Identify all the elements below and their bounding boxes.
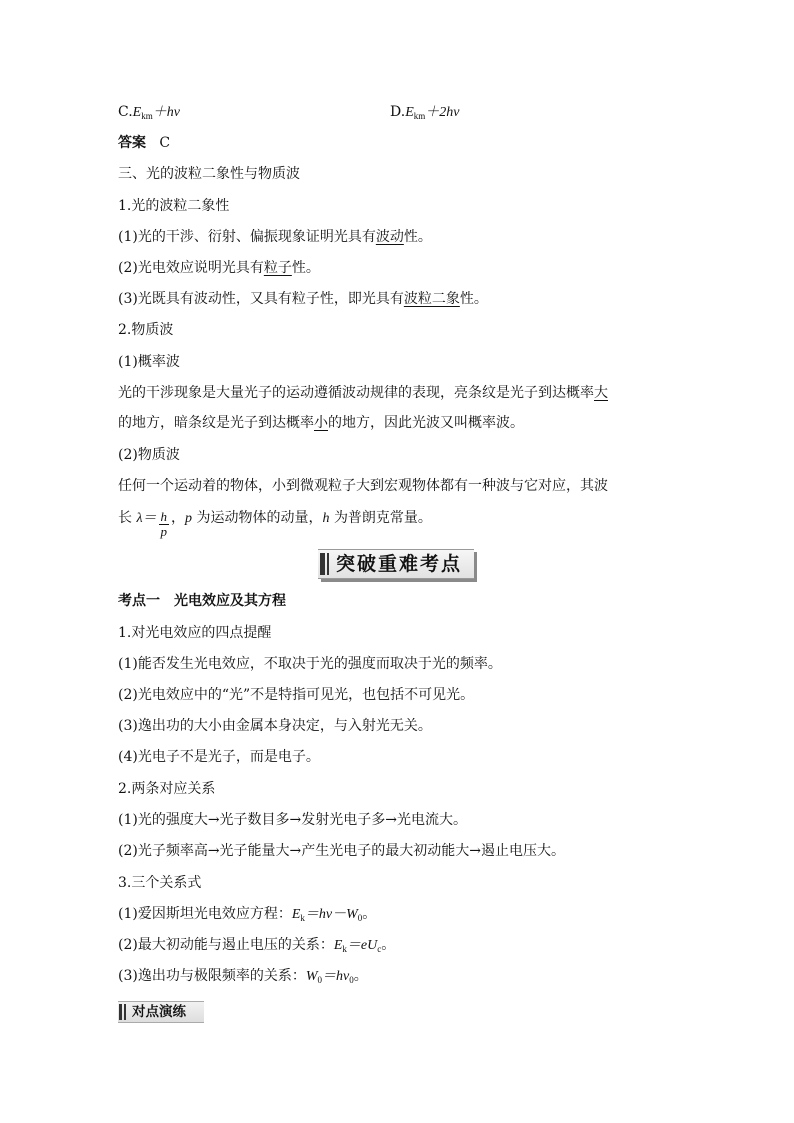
topic1-heading-2: 2.两条对应关系 [118, 781, 216, 797]
h-over-p-fraction: $\frac{h}{p}$ [160, 509, 168, 539]
formula-stopping-voltage: (2)最大初动能与遏止电压的关系：$E_k=eU_c$。 [118, 937, 396, 954]
option-d-label: D. [390, 104, 406, 120]
topic1-relation-2: (2)光子频率高→光子能量大→产生光电子的最大初动能大→遏止电压大。 [118, 843, 566, 859]
blank-answer: 波粒二象 [403, 291, 460, 307]
practice-bar-icon [119, 1004, 122, 1020]
blank-answer: 粒子 [263, 260, 292, 276]
blank-answer: 小 [314, 415, 328, 431]
topic1-note-1: (1)能否发生光电效应，不取决于光的强度而取决于光的频率。 [118, 656, 502, 672]
section3-title: 三、光的波粒二象性与物质波 [118, 166, 300, 182]
option-d: $D.E_{km}+2h\nu$ [390, 104, 460, 121]
option-c-label: C. [118, 104, 133, 120]
blank-answer: 波动 [375, 229, 404, 245]
banner-bar-icon [327, 553, 329, 575]
section3-heading-1: 1.光的波粒二象性 [118, 198, 230, 214]
section-banner [318, 549, 474, 579]
practice-banner [118, 1001, 204, 1023]
topic1-title: 考点一 光电效应及其方程 [118, 593, 286, 609]
option-c: $C.E_{km}+h\nu$ [118, 104, 180, 121]
matter-wave-text-1: 任何一个运动着的物体，小到微观粒子大到宏观物体都有一种波与它对应，其波 [118, 478, 608, 494]
subheading-matter-wave: (2)物质波 [118, 447, 180, 463]
blank-answer: 大 [594, 385, 608, 401]
practice-title: 对点演练 [132, 1004, 186, 1020]
probability-wave-text-1: 光的干涉现象是大量光子的运动遵循波动规律的表现，亮条纹是光子到达概率大 [118, 385, 608, 401]
formula-einstein: (1)爱因斯坦光电效应方程：$E_k=h\nu-W_0$。 [118, 906, 377, 923]
practice-bar-icon [124, 1004, 126, 1020]
section3-point-3: (3)光既具有波动性，又具有粒子性，即光具有波粒二象性。 [118, 291, 488, 307]
topic1-note-4: (4)光电子不是光子，而是电子。 [118, 749, 320, 765]
answer-value: C [159, 135, 171, 151]
formula-work-function: (3)逸出功与极限频率的关系：$W_0=h\nu_0$。 [118, 968, 368, 985]
lambda-symbol: λ＝ [136, 511, 157, 526]
topic1-note-3: (3)逸出功的大小由金属本身决定，与入射光无关。 [118, 718, 432, 734]
section3-point-1: (1)光的干涉、衍射、偏振现象证明光具有波动性。 [118, 229, 432, 245]
section3-point-2: (2)光电效应说明光具有粒子性。 [118, 260, 320, 276]
banner-bar-icon [320, 553, 325, 575]
answer-label: 答案 [118, 135, 146, 151]
matter-wave-text-2: 长 λ＝ $\frac{h}{p}$ ，p 为运动物体的动量，h 为普朗克常量。 [118, 509, 432, 539]
answer-line [118, 133, 170, 153]
subheading-probability-wave: (1)概率波 [118, 354, 180, 370]
topic1-relation-1: (1)光的强度大→光子数目多→发射光电子多→光电流大。 [118, 812, 468, 828]
probability-wave-text-2: 的地方，暗条纹是光子到达概率小的地方，因此光波又叫概率波。 [118, 415, 524, 431]
topic1-heading-1: 1.对光电效应的四点提醒 [118, 625, 272, 641]
banner-title: 突破重难考点 [336, 553, 463, 575]
topic1-note-2: (2)光电效应中的“光”不是特指可见光，也包括不可见光。 [118, 687, 475, 703]
topic1-heading-3: 3.三个关系式 [118, 875, 202, 891]
section3-heading-2: 2.物质波 [118, 322, 174, 338]
